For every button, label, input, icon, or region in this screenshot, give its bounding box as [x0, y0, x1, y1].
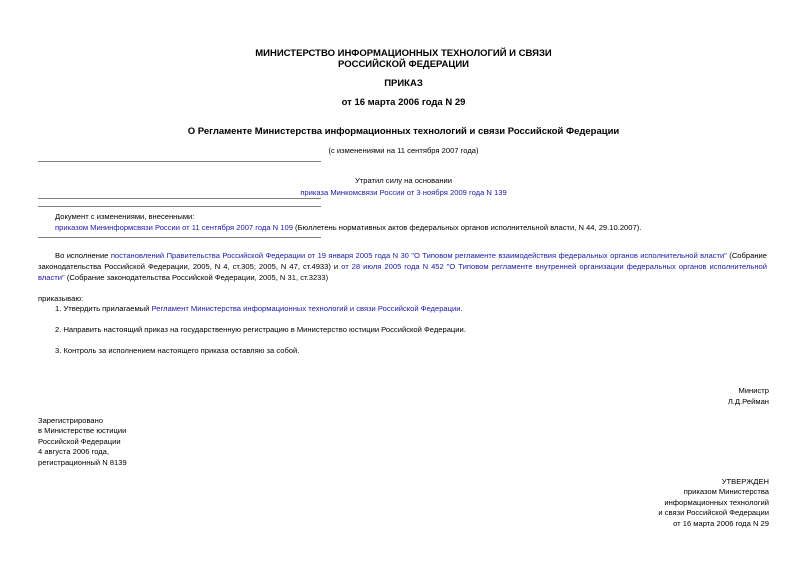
approval-block — [500, 477, 769, 529]
preamble-paragraph — [38, 250, 767, 283]
government-decree-452-link[interactable]: от 28 июля 2005 года N 452 "О Типовом регламенте внутренней организации федеральных органов исполнительной власти" — [38, 262, 767, 282]
registration-line: Зарегистрировано — [38, 416, 104, 425]
lapsed-notice-text: Утратил силу на основании — [354, 176, 453, 185]
order-item-1-lead: 1. Утвердить прилагаемый — [55, 304, 152, 313]
preamble-mid: (Собрание законодательства Российской Федерации, 2005, N 4, ст.305; 2005, N 47, ст.4933) и — [38, 251, 767, 271]
changes-block — [55, 211, 775, 233]
regulation-link[interactable]: Регламент Министерства информационных технологий и связи Российской Федерации — [151, 304, 461, 313]
registration-block — [38, 416, 127, 468]
amendments-note: (с изменениями на 11 сентября 2007 года) — [328, 146, 479, 155]
approval-line: информационных технологий — [664, 497, 769, 507]
registration-line: регистрационный N 8139 — [38, 457, 127, 467]
approval-line: приказом Министерства — [683, 487, 769, 497]
lapsed-notice — [0, 176, 807, 198]
registration-line: 4 августа 2006 года, — [38, 447, 110, 457]
order-item-3: 3. Контроль за исполнением настоящего приказа оставляю за собой. — [55, 346, 300, 355]
order-item-2: 2. Направить настоящий приказ на государственную регистрацию в Министерство юстиции Российской Федерации. — [55, 325, 466, 334]
order-item-1-tail: . — [460, 304, 463, 313]
divider — [38, 161, 321, 162]
registration-line: в Министерстве юстиции — [38, 426, 127, 436]
divider — [38, 237, 321, 238]
divider — [38, 198, 321, 199]
order-item-1 — [55, 303, 775, 314]
divider — [38, 206, 321, 207]
signature-name: Л.Д.Рейман — [727, 397, 769, 406]
document-date-number: от 16 марта 2006 года N 29 — [341, 97, 466, 108]
approval-line: УТВЕРЖДЕН — [721, 477, 769, 486]
document-type: ПРИКАЗ — [384, 78, 423, 89]
ministry-name-line2: РОССИЙСКОЙ ФЕДЕРАЦИИ — [337, 59, 469, 70]
changes-intro: Документ с изменениями, внесенными: — [55, 212, 195, 221]
signature-position: Министр — [738, 386, 769, 395]
document-title: О Регламенте Министерства информационных технологий и связи Российской Федерации — [187, 126, 620, 137]
preamble-lead: Во исполнение — [55, 251, 111, 260]
ministry-name-line1: МИНИСТЕРСТВО ИНФОРМАЦИОННЫХ ТЕХНОЛОГИЙ И СВЯЗИ — [255, 48, 552, 59]
changes-order-link[interactable]: приказом Мининформсвязи России от 11 сентября 2007 года N 109 — [55, 223, 293, 232]
approval-line: от 16 марта 2006 года N 29 — [673, 518, 769, 528]
changes-source: (Бюллетень нормативных актов федеральных органов исполнительной власти, N 44, 29.10.2007). — [292, 223, 642, 232]
government-decree-30-link[interactable]: постановлений Правительства Российской Федерации от 19 января 2005 года N 30 "О Типовом регламенте взаимодействия федеральных органов исполнительной власти" — [110, 251, 727, 260]
lapsed-order-link[interactable]: приказа Минкомсвязи России от 3 ноября 2009 года N 139 — [300, 188, 507, 197]
order-word: приказываю: — [38, 294, 84, 303]
registration-line: Российской Федерации — [38, 436, 121, 446]
approval-line: и связи Российской Федерации — [658, 508, 769, 518]
preamble-tail: (Собрание законодательства Российской Федерации, 2005, N 31, ст.3233) — [64, 273, 329, 282]
